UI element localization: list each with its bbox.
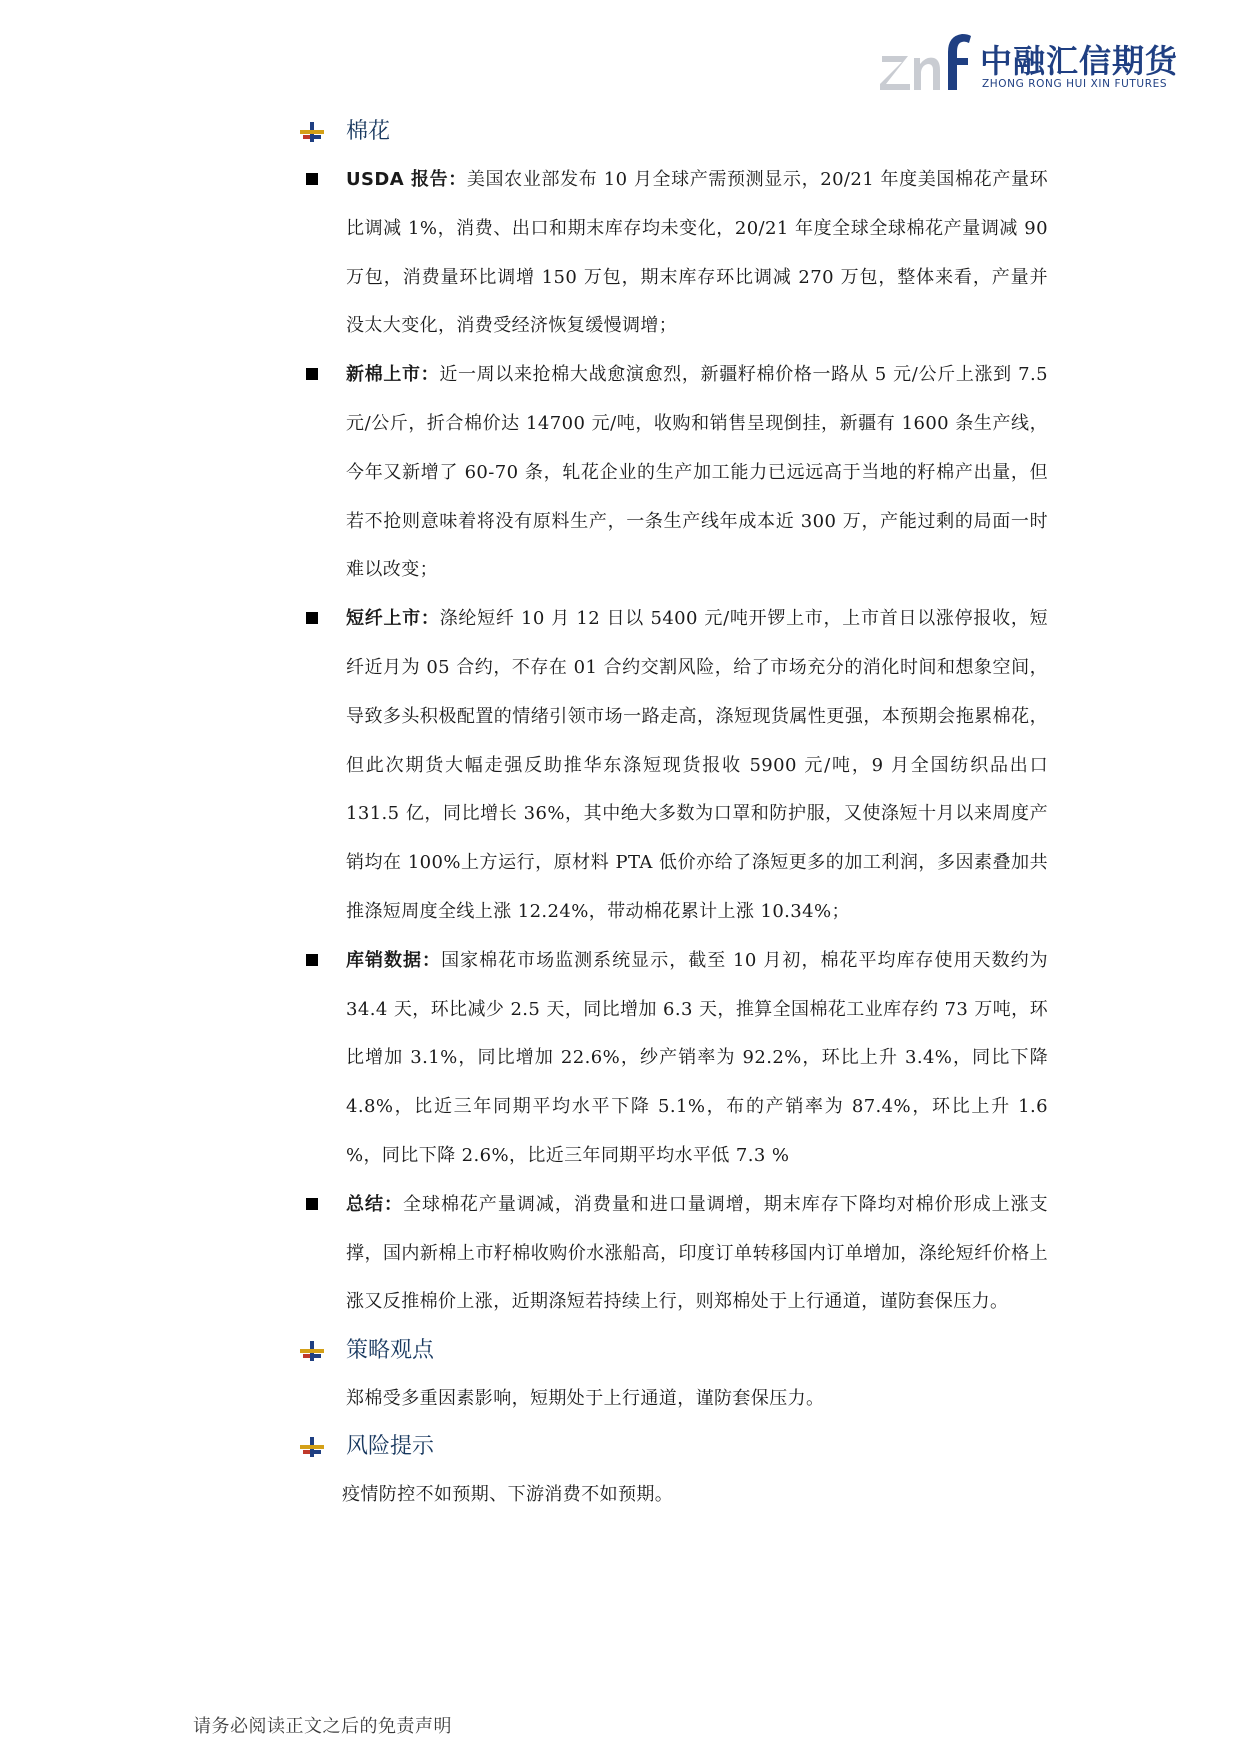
strategy-paragraph: 郑棉受多重因素影响，短期处于上行通道，谨防套保压力。: [346, 1388, 825, 1410]
bullet-lead: 总结：: [346, 1193, 403, 1215]
znf-logo-icon: [880, 28, 972, 94]
bullet-text: 国家棉花市场监测系统显示，截至 10 月初，棉花平均库存使用天数约为 34.4 天，环比减少 2.5 天，同比增加 6.3 天，推算全国棉花工业库存约 73 万吨，环比增加 3.1%，同比增加 22.6%，纱产销率为 92.2%，环比上升 3.4%，同比下降 4.8%，比近三年同期平均水平下降 5.1%，布的产销率为 87.4%，环比上升 1.6 %，同比下降 2.6%，比近三年同期平均水平低 7.3 %: [346, 949, 1048, 1166]
bullet-square-icon: [306, 173, 318, 185]
bullet-usda: [300, 156, 1048, 351]
bullet-text: 全球棉花产量调减，消费量和进口量调增，期末库存下降均对棉价形成上涨支撑，国内新棉上市籽棉收购价水涨船高，印度订单转移国内订单增加，涤纶短纤价格上涨又反推棉价上涨，近期涤短若持续上行，则郑棉处于上行通道，谨防套保压力。: [346, 1193, 1048, 1313]
bullet-inventory-data: [300, 937, 1048, 1181]
logo-chinese-name: 中融汇信期货: [980, 42, 1179, 80]
bullet-lead: 库销数据：: [346, 949, 442, 971]
bullet-text: 美国农业部发布 10 月全球产需预测显示，20/21 年度美国棉花产量环比调减 1%，消费、出口和期末库存均未变化，20/21 年度全球全球棉花产量调减 90 万包，消费量环比调增 150 万包，期末库存环比调减 270 万包，整体来看，产量并没太大变化，消费受经济恢复缓慢调增；: [346, 169, 1048, 337]
bullet-lead: 短纤上市：: [346, 608, 440, 630]
section-title: 棉花: [346, 119, 391, 144]
bullet-new-cotton: [300, 351, 1048, 595]
section-heading-strategy: [300, 1327, 1048, 1375]
bullet-staple-fiber: [300, 595, 1048, 937]
disclaimer-footer: 请务必阅读正文之后的免责声明: [193, 1716, 452, 1737]
report-body: [300, 108, 1048, 1519]
bullet-text: 近一周以来抢棉大战愈演愈烈，新疆籽棉价格一路从 5 元/公斤上涨到 7.5 元/公斤，折合棉价达 14700 元/吨，收购和销售呈现倒挂，新疆有 1600 条生产线，今年又新增了 60-70 条，轧花企业的生产加工能力已远远高于当地的籽棉产出量，但若不抢则意味着将没有原料生产，一条生产线年成本近 300 万，产能过剩的局面一时难以改变；: [346, 364, 1049, 581]
section-marker-icon: [300, 1437, 324, 1457]
risk-paragraph: 疫情防控不如预期、下游消费不如预期。: [342, 1484, 674, 1506]
section-heading-cotton: [300, 108, 1048, 156]
section-heading-risk: [300, 1423, 1048, 1471]
section-marker-icon: [300, 122, 324, 142]
section-marker-icon: [300, 1341, 324, 1361]
bullet-paragraph: [346, 937, 1048, 1181]
bullet-paragraph: [346, 156, 1048, 351]
bullet-summary: [300, 1181, 1048, 1327]
section-title: 风险提示: [346, 1434, 435, 1460]
bullet-lead: USDA 报告：: [346, 169, 467, 190]
bullet-paragraph: [346, 1181, 1048, 1327]
company-logo: [880, 22, 1180, 102]
logo-english-name: ZHONG RONG HUI XIN FUTURES: [982, 78, 1168, 90]
bullet-square-icon: [306, 1198, 318, 1210]
bullet-square-icon: [306, 954, 318, 966]
bullet-text: 涤纶短纤 10 月 12 日以 5400 元/吨开锣上市，上市首日以涨停报收，短纤近月为 05 合约，不存在 01 合约交割风险，给了市场充分的消化时间和想象空间，导致多头积极配置的情绪引领市场一路走高，涤短现货属性更强，本预期会拖累棉花，但此次期货大幅走强反助推华东涤短现货报收 5900 元/吨，9 月全国纺织品出口 131.5 亿，同比增长 36%，其中绝大多数为口罩和防护服，又使涤短十月以来周度产销均在 100%上方运行，原材料 PTA 低价亦给了涤短更多的加工利润，多因素叠加共推涤短周度全线上涨 12.24%，带动棉花累计上涨 10.34%；: [346, 608, 1049, 922]
bullet-paragraph: [346, 351, 1048, 595]
section-title: 策略观点: [346, 1338, 435, 1364]
bullet-paragraph: [346, 595, 1048, 937]
bullet-lead: 新棉上市：: [346, 364, 440, 386]
bullet-square-icon: [306, 612, 318, 624]
bullet-square-icon: [306, 368, 318, 380]
